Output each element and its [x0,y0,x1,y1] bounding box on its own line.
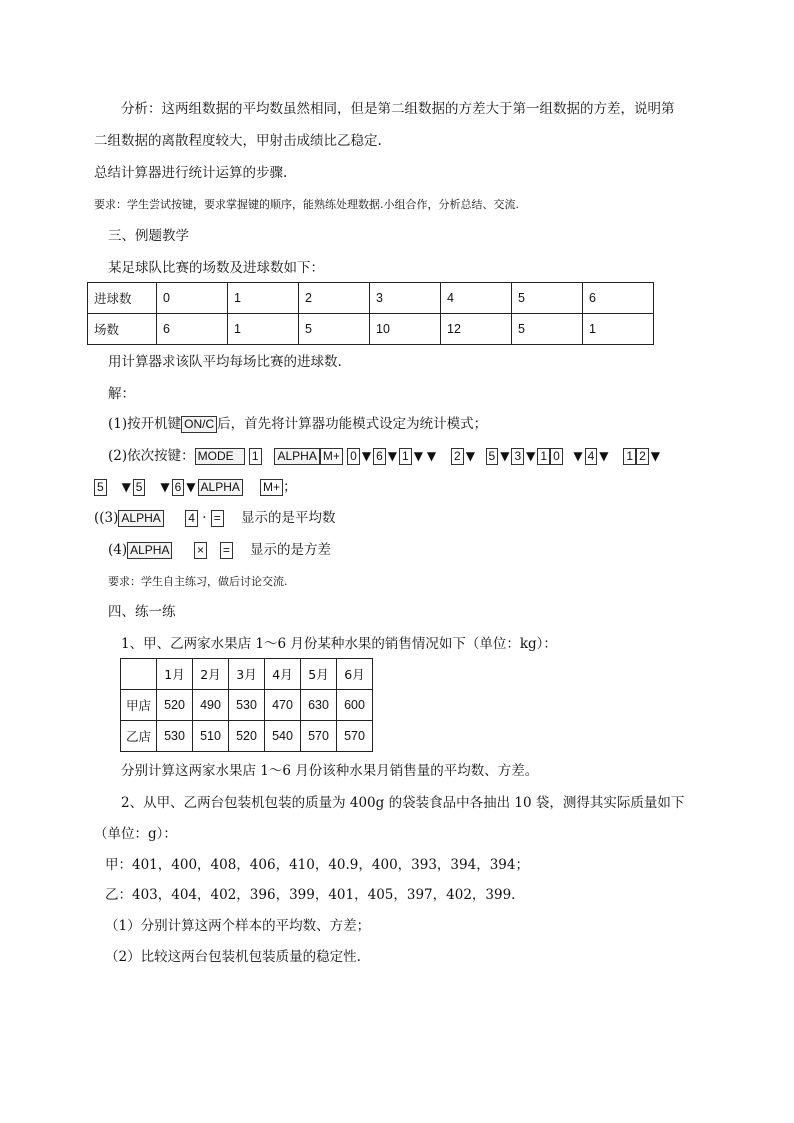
exercise-2-line-1: 2、从甲、乙两台包装机包装的质量为 400g 的袋装食品中各抽出 10 袋，测得其实际质量如下 [121,795,685,811]
down-arrow-icon: ▼ [599,449,609,463]
sales-cell: 570 [337,721,373,752]
sales-cell: 630 [301,690,337,721]
month-header: 4月 [265,659,301,690]
goals-cell: 4 [441,283,512,314]
games-cell: 1 [228,314,299,345]
goals-cell: 6 [583,283,654,314]
exercise-1-text: 1、甲、乙两家水果店 1～6 月份某种水果的销售情况如下（单位：kg）： [121,636,557,652]
month-header: 2月 [193,659,229,690]
exercise-2-line-2: （单位：g）： [94,826,177,842]
shop-a-label: 甲店 [121,690,157,721]
requirement-1: 要求：学生尝试按键，要求掌握键的顺序，能熟练处理数据.小组合作，分析总结、交流. [94,198,519,211]
sales-cell: 570 [301,721,337,752]
dot-separator: · [202,510,207,526]
games-cell: 12 [441,314,512,345]
sales-cell: 470 [265,690,301,721]
goals-cell: 3 [370,283,441,314]
key-6: 6 [373,448,386,465]
summary-text: 总结计算器进行统计运算的步骤. [94,165,288,181]
down-arrow-icon: ▼ [186,480,196,494]
step-4-text: 显示的是方差 [250,542,332,558]
goals-label: 进球数 [88,283,157,314]
key-5: 5 [94,479,107,496]
sales-cell: 530 [229,690,265,721]
step-4-prefix: (4) [108,542,128,558]
section-3-heading: 三、例题教学 [108,228,189,244]
key-1: 1 [623,448,636,465]
alpha-key: ALPHA [118,510,163,527]
down-arrow-icon: ▼ [361,449,372,463]
step-2-line-1 [108,446,662,466]
question-1: （1）分别计算这两个样本的平均数、方差； [105,918,371,934]
question-2: （2）比较这两台包装机包装质量的稳定性. [105,949,361,965]
alpha-key: ALPHA [127,542,172,559]
sample-jia: 甲：401，400，408，406，410，40.9，400，393，394，394； [105,857,529,873]
question-text: 用计算器求该队平均每场比赛的进球数. [108,354,342,370]
shop-b-label: 乙店 [121,721,157,752]
games-cell: 1 [583,314,654,345]
step-3-prefix: ((3) [94,510,119,526]
key-0: 0 [347,448,360,465]
key-3: 3 [511,448,524,465]
sales-cell: 510 [193,721,229,752]
step-2-prefix: (2)依次按键： [108,448,195,464]
step-2-line-2 [94,477,297,497]
step-1-suffix: 后，首先将计算器功能模式设定为统计模式； [217,416,488,432]
goals-cell: 1 [228,283,299,314]
step-1 [108,414,487,434]
multiply-key: × [194,542,207,559]
key-1: 1 [399,448,412,465]
down-arrow-icon: ▼ [160,480,170,494]
onc-key: ON/C [181,416,217,433]
down-arrow-icon: ▼ [573,449,583,463]
alpha-key: ALPHA [198,479,243,496]
requirement-2: 要求：学生自主练习，做后讨论交流. [108,575,288,588]
down-arrow-icon: ▼ [650,449,660,463]
key-4: 4 [585,448,598,465]
down-arrow-icon: ▼ [413,449,423,463]
month-header: 6月 [337,659,373,690]
step-4 [108,540,331,560]
table-row [121,659,373,690]
table-row [88,314,654,345]
month-header: 3月 [229,659,265,690]
games-label: 场数 [88,314,157,345]
key-6: 6 [172,479,185,496]
table-row [121,721,373,752]
goals-cell: 5 [512,283,583,314]
equals-key: = [211,510,224,527]
key-4: 4 [185,510,198,527]
key-1: 1 [537,448,550,465]
example-intro: 某足球队比赛的场数及进球数如下： [108,260,324,276]
sales-cell: 540 [265,721,301,752]
sales-cell: 490 [193,690,229,721]
section-4-heading: 四、练一练 [108,604,176,620]
key-1: 1 [249,448,262,465]
key-5: 5 [486,448,499,465]
corner-cell [121,659,157,690]
key-0: 0 [550,448,563,465]
down-arrow-icon: ▼ [121,480,131,494]
sales-table [120,658,373,752]
down-arrow-icon: ▼ [526,449,536,463]
sales-cell: 520 [157,690,193,721]
alpha-key: ALPHA [274,448,319,465]
down-arrow-icon: ▼ [500,449,510,463]
goals-cell: 2 [299,283,370,314]
mplus-key: M+ [320,448,343,465]
goals-cell: 0 [157,283,228,314]
analysis-line-1: 分析：这两组数据的平均数虽然相同，但是第二组数据的方差大于第一组数据的方差，说明第 [121,101,675,117]
month-header: 1月 [157,659,193,690]
games-cell: 10 [370,314,441,345]
sales-cell: 530 [157,721,193,752]
key-2: 2 [636,448,649,465]
key-2: 2 [451,448,464,465]
games-cell: 5 [299,314,370,345]
down-arrow-icon: ▼ [387,449,397,463]
table-row [121,690,373,721]
analysis-line-2: 二组数据的离散程度较大，甲射击成绩比乙稳定. [94,133,382,149]
step-1-prefix: (1)按开机键 [108,416,182,432]
down-arrow-icon: ▼ [465,449,475,463]
sales-cell: 600 [337,690,373,721]
games-cell: 6 [157,314,228,345]
mplus-key: M+ [260,479,283,496]
step-2-end: ； [283,479,297,495]
month-header: 5月 [301,659,337,690]
down-arrow-icon: ▼ [426,449,437,463]
sales-cell: 520 [229,721,265,752]
step-3-text: 显示的是平均数 [240,510,336,526]
table-row [88,283,654,314]
step-3 [94,508,335,528]
equals-key: = [220,542,233,559]
goals-table [87,282,654,345]
sample-yi: 乙：403，404，402，396，399，401，405，397，402，399. [105,887,516,903]
mode-key: MODE [195,448,245,465]
exercise-1-task: 分别计算这两家水果店 1～6 月份该种水果月销售量的平均数、方差。 [121,763,539,779]
games-cell: 5 [512,314,583,345]
key-5: 5 [133,479,146,496]
solution-label: 解： [108,386,135,402]
